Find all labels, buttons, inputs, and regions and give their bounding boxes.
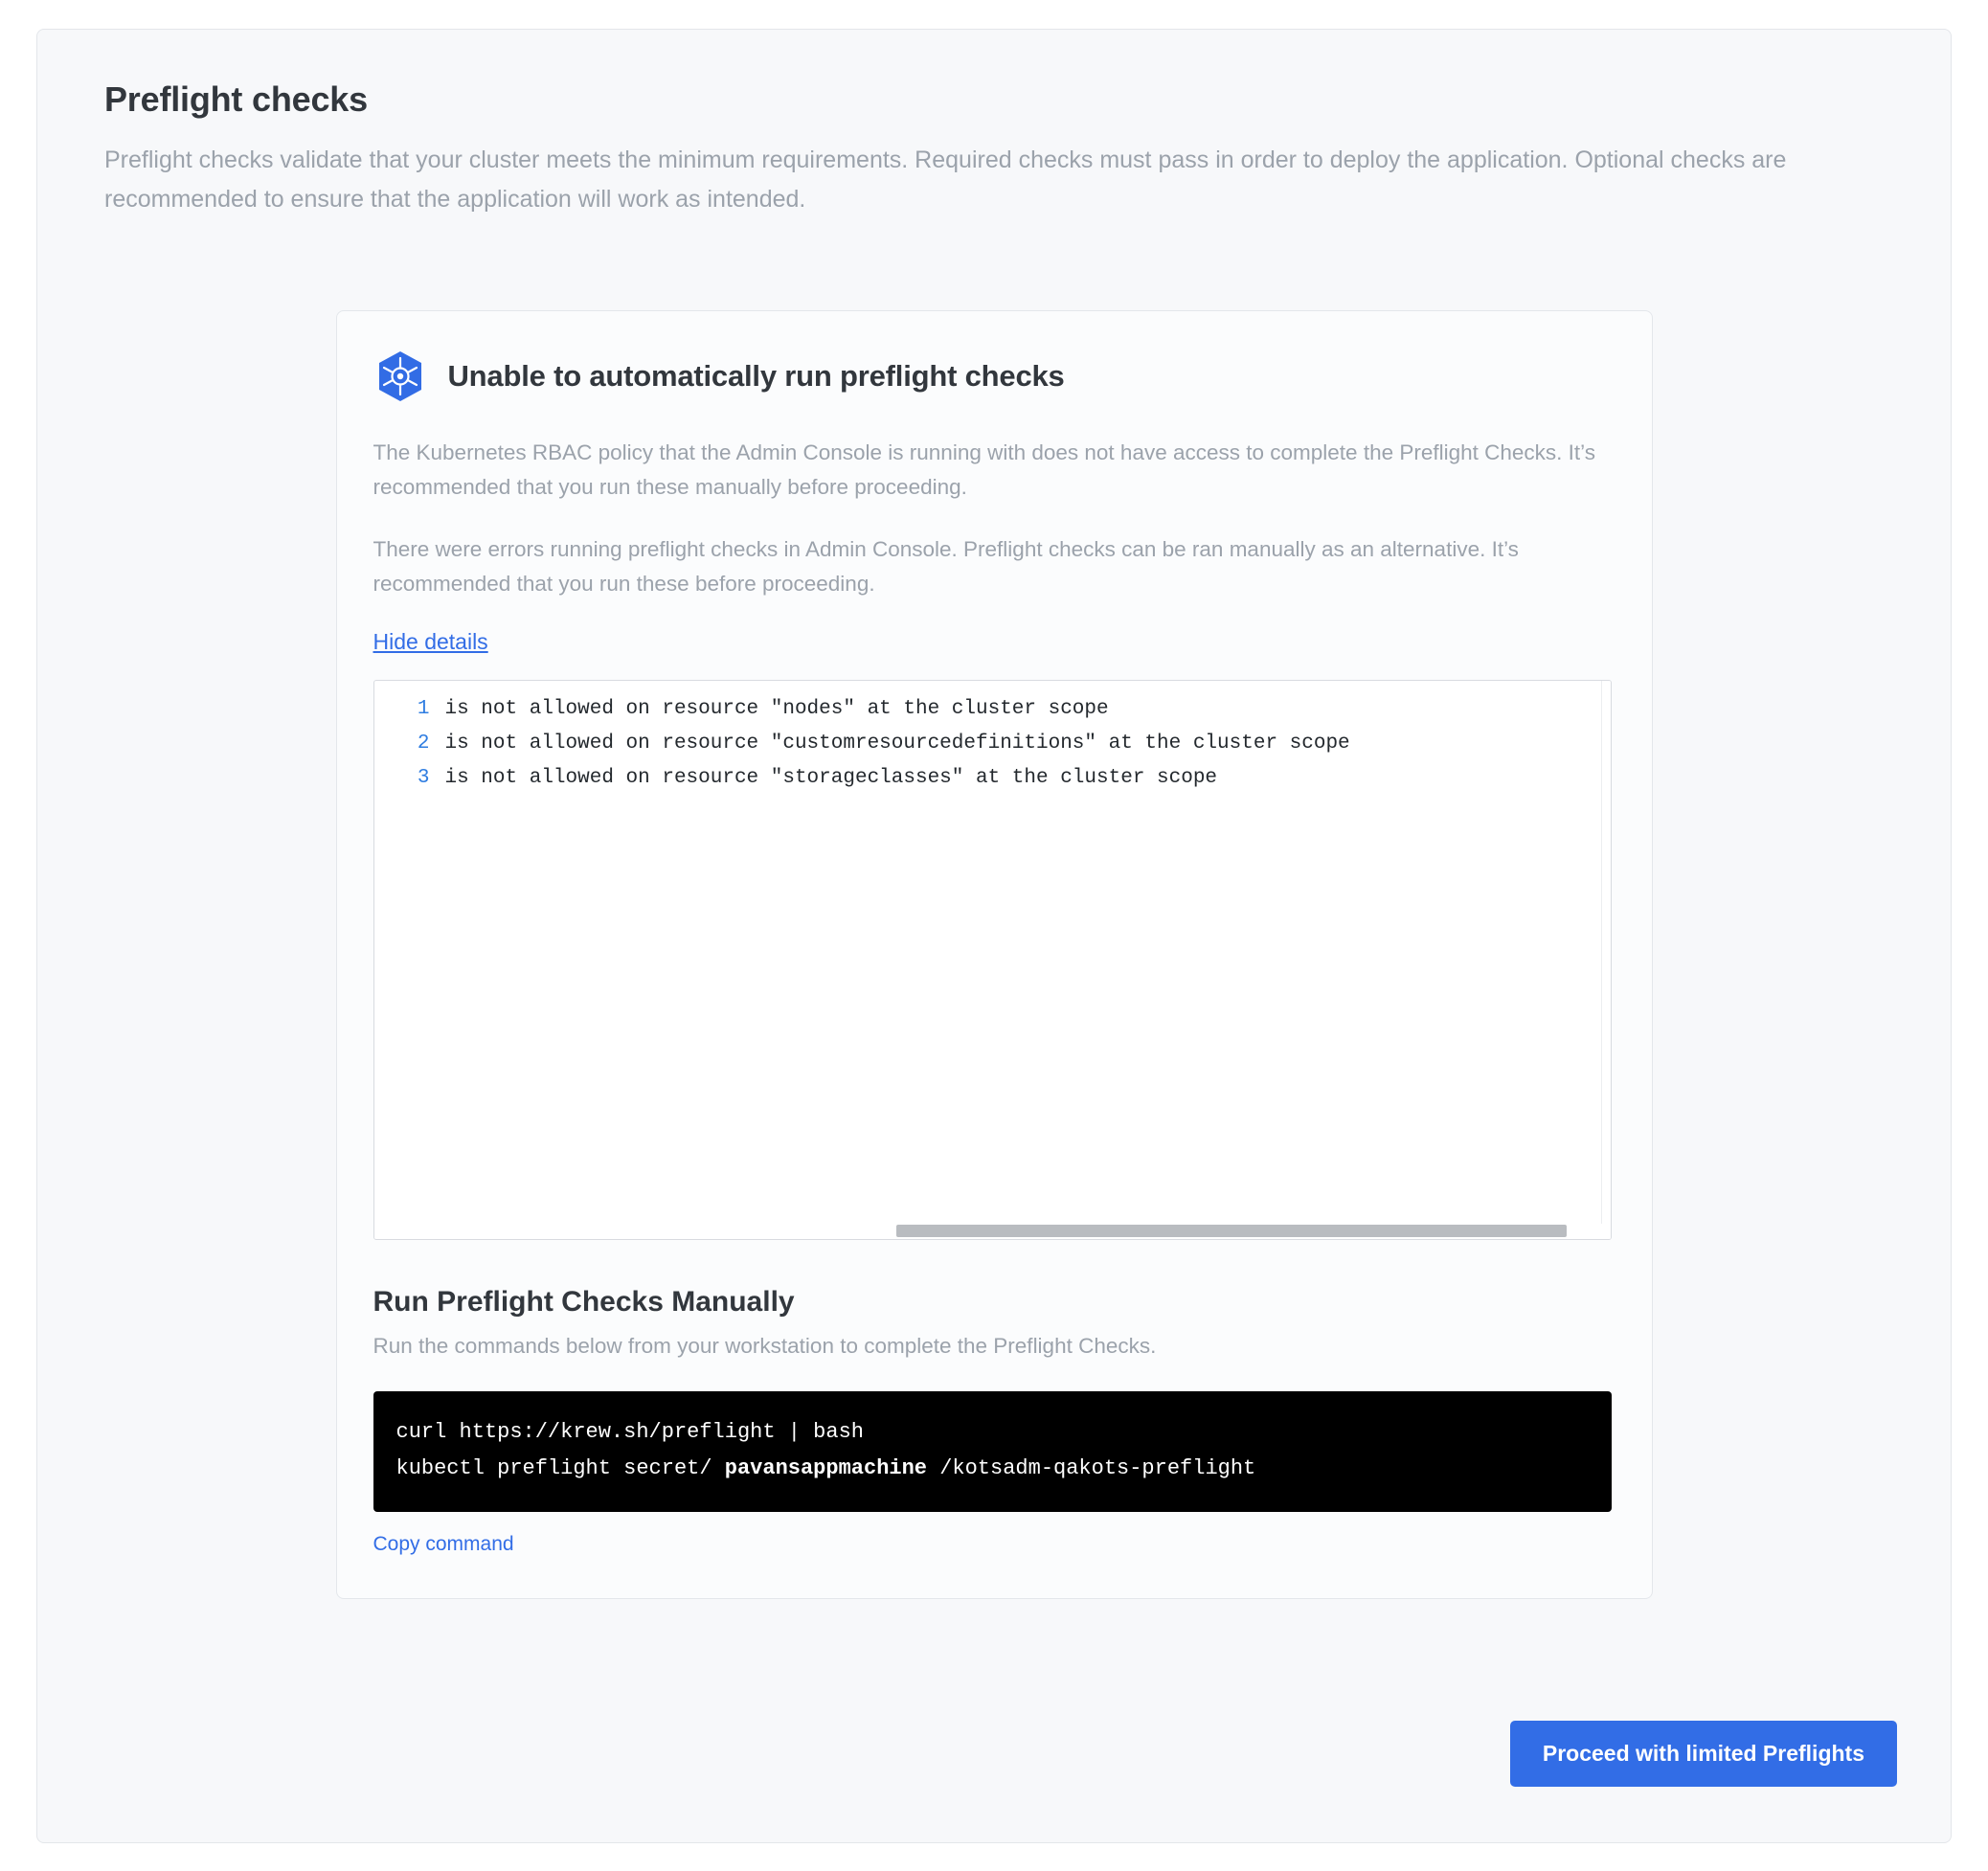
error-log-row [374, 727, 1611, 761]
command-line-2 [396, 1451, 1589, 1487]
command-prefix: kubectl preflight secret/ [395, 1456, 725, 1481]
card-header [373, 349, 1615, 403]
line-number: 1 [417, 698, 430, 721]
page-description: Preflight checks validate that your cluster meets the minimum requirements. Required checks must pass in order to deploy the application. Optional checks are recommended to ensure that the application will work as intended. [104, 147, 1787, 213]
line-text: is not allowed on resource "customresourcedefinitions" at the cluster scope [444, 733, 1350, 755]
card-paragraph-2: There were errors running preflight checks in Admin Console. Preflight checks can be ran manually as an alternative. It’s recommended that you run these before proceeding. [373, 537, 1519, 596]
horizontal-scrollbar-track[interactable] [374, 1224, 1611, 1239]
kubernetes-icon [373, 349, 427, 403]
error-log-row [374, 761, 1611, 796]
error-log-row [374, 692, 1611, 727]
preflight-error-card [336, 310, 1653, 1599]
command-secret-name: pavansappmachine [724, 1456, 927, 1481]
line-text: is not allowed on resource "nodes" at the cluster scope [444, 698, 1109, 721]
error-log-viewer[interactable] [373, 680, 1612, 1240]
error-log-lines [374, 681, 1611, 796]
command-suffix: /kotsadm-qakots-preflight [927, 1456, 1256, 1481]
vertical-scrollbar[interactable] [1601, 681, 1611, 1239]
card-paragraph-1: The Kubernetes RBAC policy that the Admin Console is running with does not have access to complete the Preflight Checks. It’s recommended that you run these manually before proceeding. [373, 440, 1596, 499]
line-number: 2 [417, 733, 430, 755]
manual-section-title: Run Preflight Checks Manually [373, 1286, 795, 1319]
line-number: 3 [417, 767, 430, 790]
copy-command-link[interactable]: Copy command [373, 1533, 514, 1556]
line-text: is not allowed on resource "storageclasses" at the cluster scope [444, 767, 1218, 790]
command-block [373, 1391, 1612, 1512]
preflight-panel [36, 29, 1952, 1843]
footer-actions [1510, 1721, 1897, 1787]
page-title: Preflight checks [104, 79, 368, 119]
card-title: Unable to automatically run preflight checks [447, 359, 1065, 393]
command-line-1: curl https://krew.sh/preflight | bash [395, 1420, 864, 1445]
toggle-details-link[interactable]: Hide details [373, 629, 488, 655]
horizontal-scrollbar-thumb[interactable] [896, 1225, 1567, 1237]
proceed-with-limited-preflights-button[interactable]: Proceed with limited Preflights [1510, 1721, 1897, 1787]
manual-section-description: Run the commands below from your workstation to complete the Preflight Checks. [373, 1334, 1157, 1359]
